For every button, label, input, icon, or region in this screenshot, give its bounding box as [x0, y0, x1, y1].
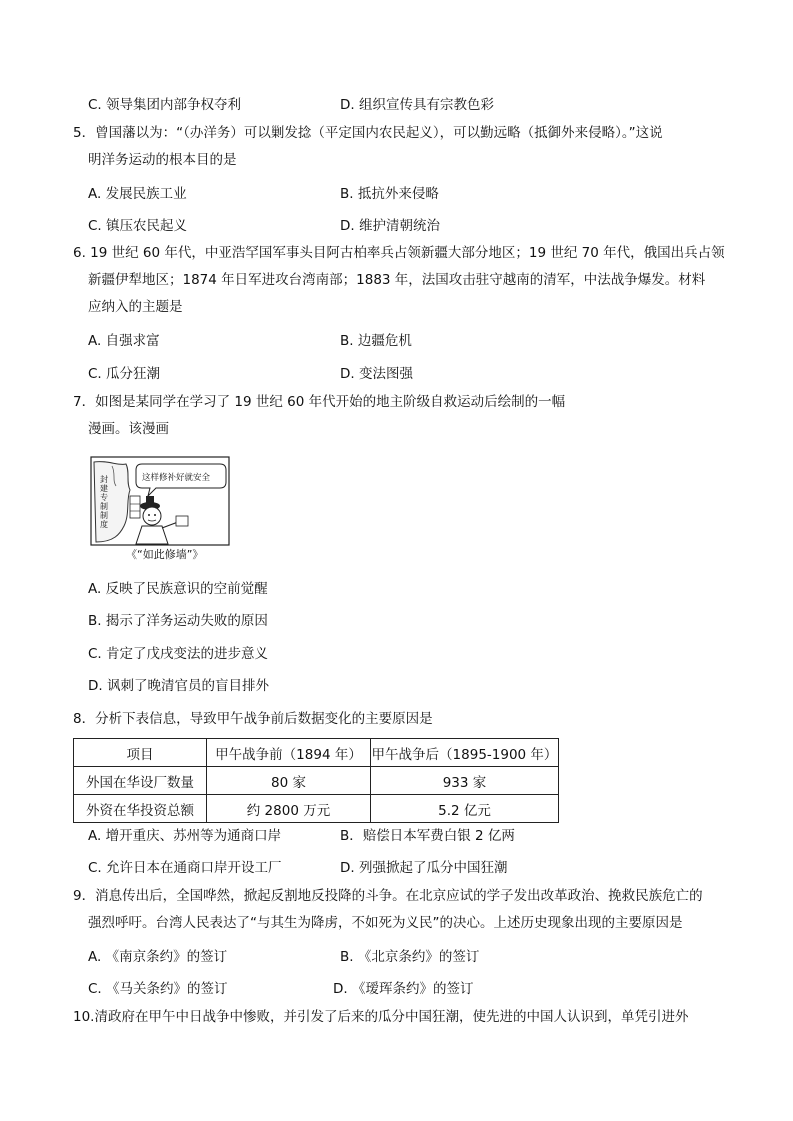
table-cell: 5.2 亿元	[371, 795, 559, 823]
q9-option-c: C. 《马关条约》的签订	[88, 981, 228, 997]
q4-option-d: D. 组织宣传具有宗教色彩	[340, 97, 494, 113]
q8-option-d: D. 列强掀起了瓜分中国狂潮	[340, 860, 508, 876]
cartoon-speech-text: 这样修补好就安全	[142, 473, 211, 483]
table-row	[74, 795, 559, 823]
q5-option-b: B. 抵抗外来侵略	[340, 186, 439, 202]
table-header-cell: 甲午战争后（1895-1900 年）	[371, 739, 559, 767]
q8-option-b: B．赔偿日本军费白银 2 亿两	[340, 828, 515, 844]
q6-stem-line3: 应纳入的主题是	[88, 299, 183, 315]
table-cell: 外资在华投资总额	[74, 795, 207, 823]
q8-stem-line1: 8．分析下表信息，导致甲午战争前后数据变化的主要原因是	[73, 711, 433, 727]
q6-option-d: D. 变法图强	[340, 366, 413, 382]
q7-option-a: A. 反映了民族意识的空前觉醒	[88, 581, 268, 597]
table-cell: 约 2800 万元	[207, 795, 371, 823]
table-cell: 80 家	[207, 767, 371, 795]
q5-option-c: C. 镇压农民起义	[88, 218, 188, 234]
q6-stem-line1: 6. 19 世纪 60 年代，中亚浩罕国军事头目阿古柏率兵占领新疆大部分地区；19 世纪 70 年代，俄国出兵占领	[73, 245, 725, 261]
q8-option-c: C. 允许日本在通商口岸开设工厂	[88, 860, 282, 876]
q9-option-a: A. 《南京条约》的签订	[88, 949, 228, 965]
q9-stem-line2: 强烈呼吁。台湾人民表达了“与其生为降虏，不如死为义民”的决心。上述历史现象出现的主要原因是	[88, 915, 683, 931]
q5-stem-line2: 明洋务运动的根本目的是	[88, 152, 237, 168]
q4-option-c: C. 领导集团内部争权夺利	[88, 97, 242, 113]
q7-option-d: D. 讽刺了晚清官员的盲目排外	[88, 678, 269, 694]
cartoon-caption: 《“如此修墙”》	[126, 548, 204, 561]
q9-option-d: D. 《瑷珲条约》的签订	[333, 981, 474, 997]
q5-option-d: D. 维护清朝统治	[340, 218, 440, 234]
table-header-row	[74, 739, 559, 767]
table-cell: 933 家	[371, 767, 559, 795]
table-row	[74, 767, 559, 795]
cartoon-wall-text: 封建专制制度	[100, 475, 108, 529]
q6-stem-line2: 新疆伊犁地区；1874 年日军进攻台湾南部；1883 年，法国攻击驻守越南的清军，中法战争爆发。材料	[88, 272, 706, 288]
q5-option-a: A. 发展民族工业	[88, 186, 187, 202]
q10-stem-line1: 10.清政府在甲午中日战争中惨败，并引发了后来的瓜分中国狂潮，使先进的中国人认识到，单凭引进外	[73, 1009, 689, 1025]
q9-stem-line1: 9．消息传出后，全国哗然，掀起反割地反投降的斗争。在北京应试的学子发出改革政治、挽救民族危亡的	[73, 888, 703, 904]
q9-option-b: B. 《北京条约》的签订	[340, 949, 480, 965]
q6-option-c: C. 瓜分狂潮	[88, 366, 161, 382]
q7-stem-line2: 漫画。该漫画	[88, 421, 169, 437]
q5-stem-line1: 5．曾国藩以为：“（办洋务）可以剿发捻（平定国内农民起义），可以勤远略（抵御外来侵略）。”这说	[73, 125, 663, 141]
q6-option-a: A. 自强求富	[88, 333, 160, 349]
q8-option-a: A. 增开重庆、苏州等为通商口岸	[88, 828, 282, 844]
table-cell: 外国在华设厂数量	[74, 767, 207, 795]
q6-option-b: B. 边疆危机	[340, 333, 412, 349]
q8-data-table	[73, 738, 559, 823]
table-header-cell: 项目	[74, 739, 207, 767]
cartoon-image	[90, 456, 230, 546]
q7-stem-line1: 7．如图是某同学在学习了 19 世纪 60 年代开始的地主阶级自救运动后绘制的一幅	[73, 394, 566, 410]
q7-option-b: B. 揭示了洋务运动失败的原因	[88, 613, 268, 629]
q7-option-c: C. 肯定了戊戌变法的进步意义	[88, 646, 269, 662]
table-header-cell: 甲午战争前（1894 年）	[207, 739, 371, 767]
